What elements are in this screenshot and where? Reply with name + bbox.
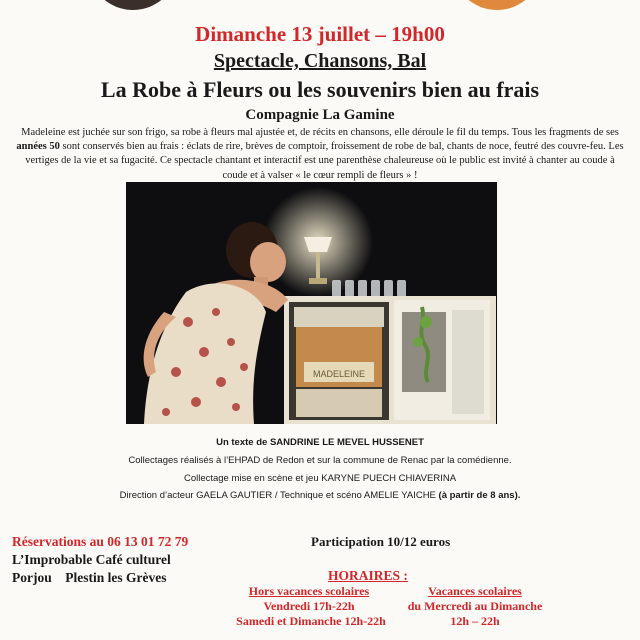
company-name: Compagnie La Gamine bbox=[245, 107, 395, 123]
schedule-holidays-line2: 12h – 22h bbox=[450, 614, 500, 628]
credit-age: (à partir de 8 ans). bbox=[438, 490, 521, 501]
schedule-holidays-title: Vacances scolaires bbox=[428, 584, 522, 598]
show-description bbox=[12, 126, 628, 183]
credit-collectages: Collectages réalisés à l’EHPAD de Redon et sur la commune de Renac par la comédienne. bbox=[128, 455, 512, 466]
schedule-title: HORAIRES : bbox=[328, 568, 408, 583]
venue-location: Porjou Plestin les Grèves bbox=[12, 570, 167, 585]
schedule-outside-line2: Samedi et Dimanche 12h-22h bbox=[236, 614, 386, 628]
description-part1: Madeleine est juchée sur son frigo, sa robe à fleurs mal ajustée et, de récits en chansons, elle déroule le fil du temps. Tous les fragments de ses bbox=[21, 127, 619, 138]
event-subtitle: Spectacle, Chansons, Bal bbox=[213, 50, 427, 72]
show-title: La Robe à Fleurs ou les souvenirs bien au frais bbox=[100, 77, 540, 102]
schedule-holidays-line1: du Mercredi au Dimanche bbox=[407, 599, 543, 613]
credit-author: Un texte de SANDRINE LE MEVEL HUSSENET bbox=[216, 437, 424, 448]
performer-face bbox=[250, 242, 286, 282]
participation-price: Participation 10/12 euros bbox=[311, 534, 451, 549]
decorative-circle-right bbox=[452, 0, 542, 10]
credit-staging: Collectage mise en scène et jeu KARYNE PUECH CHIAVERINA bbox=[183, 473, 457, 484]
event-date: Dimanche 13 juillet – 19h00 bbox=[195, 22, 445, 46]
performer-fridge-illustration bbox=[126, 182, 497, 424]
description-bold: années 50 bbox=[16, 141, 60, 153]
decorative-circle-left bbox=[88, 0, 178, 10]
credit-direction-text: Direction d’acteur GAELA GAUTIER / Technique et scéno AMELIE YAICHE bbox=[119, 490, 439, 501]
schedule-outside-title: Hors vacances scolaires bbox=[248, 584, 370, 598]
description-part2: sont conservés bien au frais : éclats de rire, brèves de comptoir, froissement de robe de bal, chants de noce, feutré des couvre-feu. Les vertiges de la vie et sa fugacité. Ce spectacle chantant et interactif est une parenthèse chaleureuse où le public est invité à chanter au coude à coude et à valser « le cœur rempli de fleurs » ! bbox=[25, 141, 624, 181]
fridge-sign-text: MADELEINE bbox=[312, 369, 366, 379]
schedule-outside-line1: Vendredi 17h-22h bbox=[263, 599, 355, 613]
venue-name: L’Improbable Café culturel bbox=[12, 552, 171, 567]
reservations-phone: Réservations au 06 13 01 72 79 bbox=[12, 534, 189, 549]
show-photo bbox=[126, 182, 497, 424]
credit-direction bbox=[0, 490, 640, 501]
